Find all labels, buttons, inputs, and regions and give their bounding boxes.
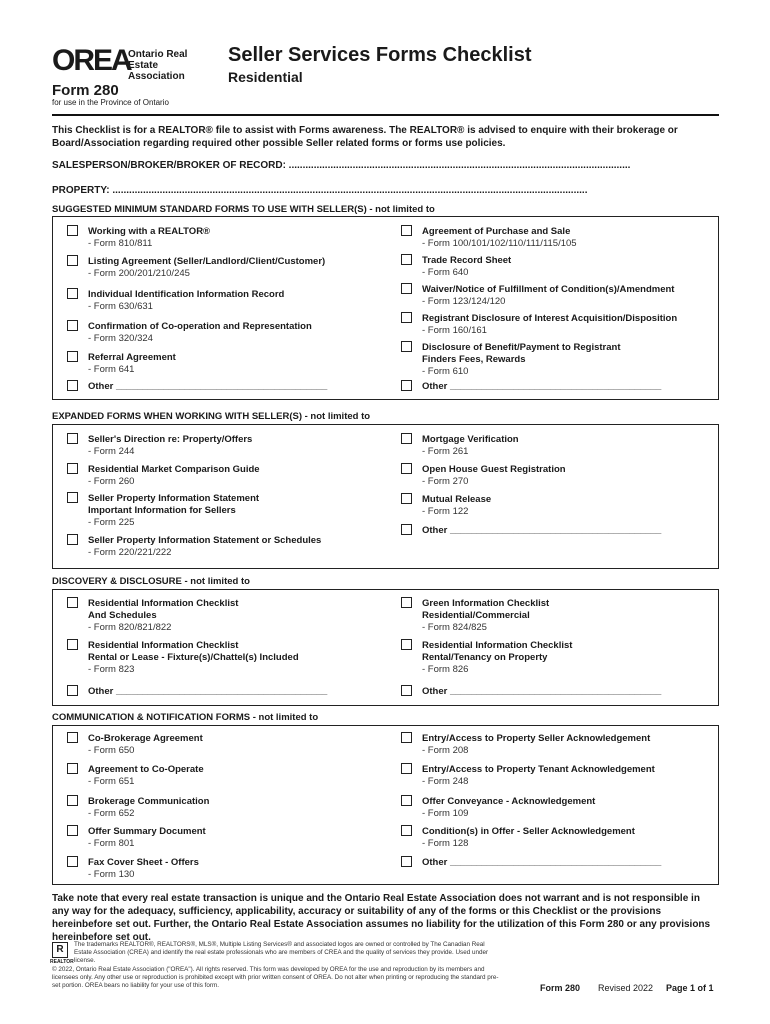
- item-label: Seller's Direction re: Property/Offers: [88, 434, 253, 445]
- item-label: Entry/Access to Property Seller Acknowledgement: [422, 733, 651, 744]
- item-label: Other ________________________________________: [88, 686, 328, 697]
- item-label: Other ________________________________________: [422, 381, 662, 392]
- checkbox[interactable]: [401, 380, 412, 391]
- item-form-number: - Form 610: [422, 366, 469, 377]
- item-label: Brokerage Communication: [88, 796, 210, 807]
- item-form-number: - Form 641: [88, 364, 135, 375]
- checklist-item: [88, 733, 388, 757]
- item-label: Residential Market Comparison Guide: [88, 464, 260, 475]
- section-title: EXPANDED FORMS WHEN WORKING WITH SELLER(S) - not limited to: [52, 411, 371, 422]
- checklist-item: [88, 226, 388, 250]
- footer-page: Page 1 of 1: [666, 983, 714, 993]
- item-label: Agreement to Co-Operate: [88, 764, 204, 775]
- item-form-number: - Form 650: [88, 745, 135, 756]
- checkbox[interactable]: [401, 225, 412, 236]
- checkbox[interactable]: [401, 639, 412, 650]
- checklist-item: [422, 733, 722, 757]
- checkbox[interactable]: [67, 288, 78, 299]
- header-divider: [52, 114, 719, 116]
- item-label: Offer Summary Document: [88, 826, 206, 837]
- item-form-number: - Form 123/124/120: [422, 296, 506, 307]
- item-label: Registrant Disclosure of Interest Acquisition/Disposition: [422, 313, 678, 324]
- checklist-item: [88, 464, 388, 488]
- checkbox[interactable]: [401, 463, 412, 474]
- page-subtitle: Residential: [228, 69, 303, 85]
- item-label: Working with a REALTOR®: [88, 226, 211, 237]
- item-label: Other ________________________________________: [422, 686, 662, 697]
- checkbox[interactable]: [401, 763, 412, 774]
- item-label: Other ________________________________________: [422, 525, 662, 536]
- checkbox[interactable]: [401, 685, 412, 696]
- checkbox[interactable]: [67, 856, 78, 867]
- checkbox[interactable]: [401, 856, 412, 867]
- footer-revised: Revised 2022: [598, 983, 654, 993]
- item-form-number: - Form 652: [88, 808, 135, 819]
- item-label: Disclosure of Benefit/Payment to Registrant Finders Fees, Rewards: [422, 342, 621, 365]
- item-label: Mortgage Verification: [422, 434, 519, 445]
- section-title: COMMUNICATION & NOTIFICATION FORMS - not limited to: [52, 712, 319, 723]
- checkbox[interactable]: [67, 351, 78, 362]
- checklist-item: [88, 535, 388, 559]
- checklist-item: [422, 255, 722, 279]
- checkbox[interactable]: [67, 763, 78, 774]
- section-title: DISCOVERY & DISCLOSURE - not limited to: [52, 576, 250, 587]
- trademark-notice: The trademarks REALTOR®, REALTORS®, MLS®, Multiple Listing Services® and associated logos are owned or controlled by The Canadian Real Estate Association (CREA) and identify the real estate professionals who are members of CREA and the quality of services they provide. Used under license.: [74, 941, 489, 964]
- checklist-item: [88, 434, 388, 458]
- item-form-number: - Form 640: [422, 267, 469, 278]
- checkbox[interactable]: [67, 732, 78, 743]
- checklist-item: [88, 381, 388, 393]
- item-label: Fax Cover Sheet - Offers: [88, 857, 199, 868]
- item-form-number: - Form 823: [88, 664, 135, 675]
- item-form-number: - Form 208: [422, 745, 469, 756]
- item-form-number: - Form 260: [88, 476, 135, 487]
- item-form-number: - Form 109: [422, 808, 469, 819]
- checklist-item: [88, 289, 388, 313]
- item-label: Residential Information Checklist And Schedules: [88, 598, 239, 621]
- checklist-item: [422, 826, 722, 850]
- item-label: Trade Record Sheet: [422, 255, 512, 266]
- item-form-number: - Form 651: [88, 776, 135, 787]
- item-label: Seller Property Information Statement or Schedules: [88, 535, 322, 546]
- item-label: Listing Agreement (Seller/Landlord/Client/Customer): [88, 256, 326, 267]
- item-label: Individual Identification Information Record: [88, 289, 285, 300]
- item-form-number: - Form 160/161: [422, 325, 487, 336]
- item-label: Co-Brokerage Agreement: [88, 733, 203, 744]
- orea-logo: [52, 44, 217, 82]
- disclaimer-note: Take note that every real estate transaction is unique and the Ontario Real Estate Association does not warrant and is not responsible in any way for the adequacy, sufficiency, applicability, accuracy or suitability of any of the forms or this Checklist or the provisions hereinbefore set out. Further, the Ontario Real Estate Association assumes no liability for the utilization of this Form 280 or any provisions hereinbefore set out.: [52, 893, 711, 943]
- checkbox[interactable]: [67, 433, 78, 444]
- salesperson-field[interactable]: SALESPERSON/BROKER/BROKER OF RECORD: ...........................................................................................................................: [52, 160, 631, 171]
- item-form-number: - Form 820/821/822: [88, 622, 172, 633]
- checklist-item: [422, 640, 722, 676]
- checkbox[interactable]: [67, 597, 78, 608]
- checkbox[interactable]: [67, 795, 78, 806]
- checkbox[interactable]: [67, 825, 78, 836]
- checklist-item: [422, 226, 722, 250]
- page-title: Seller Services Forms Checklist: [228, 44, 532, 66]
- item-form-number: - Form 630/631: [88, 301, 153, 312]
- item-form-number: - Form 810/811: [88, 238, 153, 249]
- checkbox[interactable]: [401, 597, 412, 608]
- footer-form-number: Form 280: [540, 983, 581, 993]
- item-label: Agreement of Purchase and Sale: [422, 226, 571, 237]
- checkbox[interactable]: [401, 312, 412, 323]
- item-form-number: - Form 801: [88, 838, 135, 849]
- checklist-item: [422, 313, 722, 337]
- item-label: Other ________________________________________: [422, 857, 662, 868]
- checkbox[interactable]: [401, 732, 412, 743]
- checklist-item: [422, 796, 722, 820]
- realtor-logo-mark: R: [52, 942, 68, 958]
- item-label: Green Information Checklist Residential/Commercial: [422, 598, 550, 621]
- item-label: Referral Agreement: [88, 352, 176, 363]
- item-label: Entry/Access to Property Tenant Acknowledgement: [422, 764, 655, 775]
- checklist-item: [88, 321, 388, 345]
- item-label: Condition(s) in Offer - Seller Acknowledgement: [422, 826, 635, 837]
- item-form-number: - Form 320/324: [88, 333, 153, 344]
- checklist-item: [422, 764, 722, 788]
- checklist-item: [422, 381, 722, 393]
- checkbox[interactable]: [401, 254, 412, 265]
- item-form-number: - Form 220/221/222: [88, 547, 172, 558]
- checklist-item: [88, 857, 388, 881]
- item-form-number: - Form 200/201/210/245: [88, 268, 190, 279]
- checklist-item: [422, 464, 722, 488]
- checklist-item: [422, 342, 722, 378]
- checkbox[interactable]: [67, 320, 78, 331]
- checklist-item: [422, 494, 722, 518]
- intro-text: This Checklist is for a REALTOR® file to assist with Forms awareness. The REALTOR® is advised to enquire with their brokerage or Board/Association regarding required other possible Seller related forms or forms use policies.: [52, 125, 678, 149]
- checklist-item: [88, 256, 388, 280]
- checklist-item: [88, 796, 388, 820]
- province-note: for use in the Province of Ontario: [52, 98, 169, 107]
- checkbox[interactable]: [401, 341, 412, 352]
- item-label: Open House Guest Registration: [422, 464, 566, 475]
- item-form-number: - Form 244: [88, 446, 135, 457]
- orea-logo-mark: OREA: [52, 44, 131, 77]
- checkbox[interactable]: [401, 795, 412, 806]
- item-form-number: - Form 100/101/102/110/111/115/105: [422, 238, 577, 249]
- checkbox[interactable]: [67, 463, 78, 474]
- item-label: Waiver/Notice of Fulfillment of Condition(s)/Amendment: [422, 284, 675, 295]
- checklist-item: [88, 598, 388, 634]
- item-label: Confirmation of Co-operation and Representation: [88, 321, 312, 332]
- checklist-item: [88, 640, 388, 676]
- checklist-item: [88, 352, 388, 376]
- item-label: Other ________________________________________: [88, 381, 328, 392]
- checkbox[interactable]: [401, 524, 412, 535]
- checkbox[interactable]: [67, 639, 78, 650]
- property-field[interactable]: PROPERTY: ...........................................................................................................................................................................: [52, 185, 588, 196]
- orea-logo-name: Ontario Real Estate Association: [128, 49, 188, 82]
- item-form-number: - Form 824/825: [422, 622, 487, 633]
- realtor-logo-text: REALTOR: [50, 959, 74, 965]
- checkbox[interactable]: [401, 493, 412, 504]
- section-title: SUGGESTED MINIMUM STANDARD FORMS TO USE WITH SELLER(S) - not limited to: [52, 204, 435, 215]
- checklist-item: [422, 598, 722, 634]
- checkbox[interactable]: [401, 283, 412, 294]
- checkbox[interactable]: [67, 685, 78, 696]
- item-form-number: - Form 128: [422, 838, 469, 849]
- checkbox[interactable]: [67, 534, 78, 545]
- item-form-number: - Form 225: [88, 517, 135, 528]
- item-form-number: - Form 248: [422, 776, 469, 787]
- item-form-number: - Form 130: [88, 869, 135, 880]
- checklist-item: [422, 686, 722, 698]
- item-label: Offer Conveyance - Acknowledgement: [422, 796, 596, 807]
- checklist-item: [88, 764, 388, 788]
- item-form-number: - Form 826: [422, 664, 469, 675]
- checkbox[interactable]: [401, 825, 412, 836]
- item-label: Mutual Release: [422, 494, 492, 505]
- item-label: Seller Property Information Statement Important Information for Sellers: [88, 493, 260, 516]
- checklist-item: [88, 826, 388, 850]
- item-label: Residential Information Checklist Rental/Tenancy on Property: [422, 640, 573, 663]
- checklist-item: [422, 857, 722, 869]
- checklist-item: [88, 686, 388, 698]
- checklist-item: [88, 493, 388, 529]
- checklist-item: [422, 284, 722, 308]
- checkbox[interactable]: [401, 433, 412, 444]
- form-number: Form 280: [52, 82, 119, 99]
- checkbox[interactable]: [67, 255, 78, 266]
- checklist-item: [422, 525, 722, 537]
- item-form-number: - Form 122: [422, 506, 469, 517]
- checkbox[interactable]: [67, 225, 78, 236]
- item-form-number: - Form 261: [422, 446, 469, 457]
- checklist-item: [422, 434, 722, 458]
- item-form-number: - Form 270: [422, 476, 469, 487]
- checkbox[interactable]: [67, 492, 78, 503]
- item-label: Residential Information Checklist Rental or Lease - Fixture(s)/Chattel(s) Included: [88, 640, 299, 663]
- copyright-notice: © 2022, Ontario Real Estate Association ("OREA"). All rights reserved. This form was developed by OREA for the use and reproduction by its members and licensees only. Any other use or reproduction is prohibited except with prior written consent of OREA. Do not alter when printing or reproducing the standard pre-set portion. OREA bears no liability for your use of this form.: [52, 966, 499, 989]
- checkbox[interactable]: [67, 380, 78, 391]
